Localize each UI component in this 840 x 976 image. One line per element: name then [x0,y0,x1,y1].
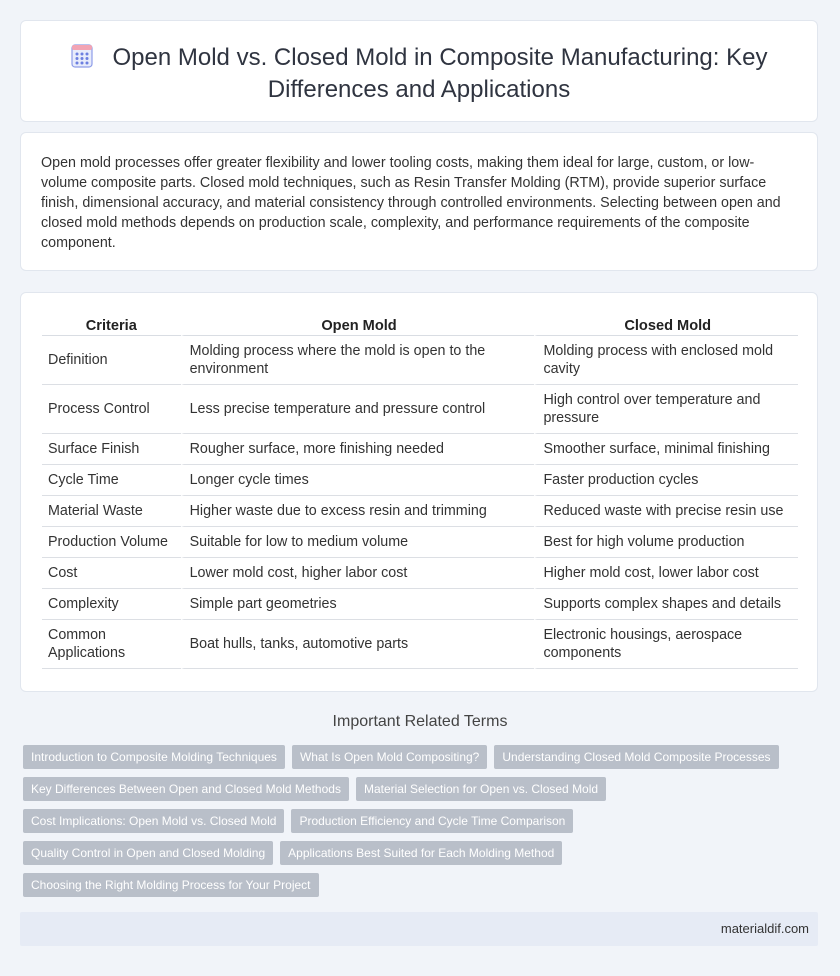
table-cell: Definition [42,336,181,385]
column-header-closed-mold: Closed Mold [534,313,798,336]
table-cell: Electronic housings, aerospace components [534,620,798,669]
table-cell: Reduced waste with precise resin use [534,496,798,527]
related-term-tag[interactable]: Cost Implications: Open Mold vs. Closed Mold [23,809,284,833]
comparison-table-card [20,292,818,692]
table-header-row [42,313,798,336]
table-cell: Simple part geometries [181,589,535,620]
table-cell: High control over temperature and pressure [534,385,798,434]
intro-paragraph: Open mold processes offer greater flexibility and lower tooling costs, making them ideal for large, custom, or low-volume composite parts. Closed mold techniques, such as Resin Transfer Molding (RTM), provide superior surface finish, dimensional accuracy, and material consistency through controlled environments. Selecting between open and closed mold methods depends on production scale, complexity, and performance requirements of the composite component. [41,155,781,251]
table-row [42,465,798,496]
table-cell: Smoother surface, minimal finishing [534,434,798,465]
table-cell: Lower mold cost, higher labor cost [181,558,535,589]
column-header-open-mold: Open Mold [181,313,535,336]
related-tags-row-1 [23,745,779,769]
related-tags-row-3 [23,809,573,833]
related-term-tag[interactable]: What Is Open Mold Compositing? [292,745,487,769]
related-terms-heading: Important Related Terms [332,713,508,730]
related-term-tag[interactable]: Quality Control in Open and Closed Molding [23,841,273,865]
table-cell: Molding process with enclosed mold cavity [534,336,798,385]
table-row [42,589,798,620]
related-tags-row-5 [23,873,319,897]
table-cell: Best for high volume production [534,527,798,558]
page-title-wrap [21,43,817,104]
document-grid-icon [71,44,93,75]
footer-bar [20,912,818,946]
table-cell: Suitable for low to medium volume [181,527,535,558]
table-row [42,336,798,385]
table-row [42,385,798,434]
table-row [42,620,798,669]
table-cell: Complexity [42,589,181,620]
comparison-table [42,313,798,669]
related-term-tag[interactable]: Production Efficiency and Cycle Time Comparison [291,809,573,833]
table-cell: Faster production cycles [534,465,798,496]
related-term-tag[interactable]: Introduction to Composite Molding Techniques [23,745,285,769]
related-term-tag[interactable]: Choosing the Right Molding Process for Your Project [23,873,319,897]
table-cell: Production Volume [42,527,181,558]
table-cell: Less precise temperature and pressure control [181,385,535,434]
table-cell: Cost [42,558,181,589]
table-cell: Higher mold cost, lower labor cost [534,558,798,589]
table-cell: Molding process where the mold is open to the environment [181,336,535,385]
table-cell: Longer cycle times [181,465,535,496]
table-row [42,527,798,558]
related-tags-row-2 [23,777,606,801]
column-header-criteria: Criteria [42,313,181,336]
table-cell: Common Applications [42,620,181,669]
table-cell: Material Waste [42,496,181,527]
table-cell: Rougher surface, more finishing needed [181,434,535,465]
title-card [20,20,818,122]
table-row [42,434,798,465]
table-row [42,496,798,527]
table-cell: Process Control [42,385,181,434]
intro-card [20,132,818,271]
related-term-tag[interactable]: Key Differences Between Open and Closed Mold Methods [23,777,349,801]
table-cell: Supports complex shapes and details [534,589,798,620]
table-cell: Cycle Time [42,465,181,496]
related-term-tag[interactable]: Material Selection for Open vs. Closed Mold [356,777,606,801]
footer-site-link[interactable]: materialdif.com [720,921,809,936]
table-cell: Higher waste due to excess resin and trimming [181,496,535,527]
table-cell: Boat hulls, tanks, automotive parts [181,620,535,669]
related-tags-row-4 [23,841,562,865]
related-term-tag[interactable]: Applications Best Suited for Each Molding Method [280,841,562,865]
related-term-tag[interactable]: Understanding Closed Mold Composite Processes [494,745,778,769]
page-title: Open Mold vs. Closed Mold in Composite Manufacturing: Key Differences and Applications [112,44,768,103]
table-cell: Surface Finish [42,434,181,465]
table-row [42,558,798,589]
